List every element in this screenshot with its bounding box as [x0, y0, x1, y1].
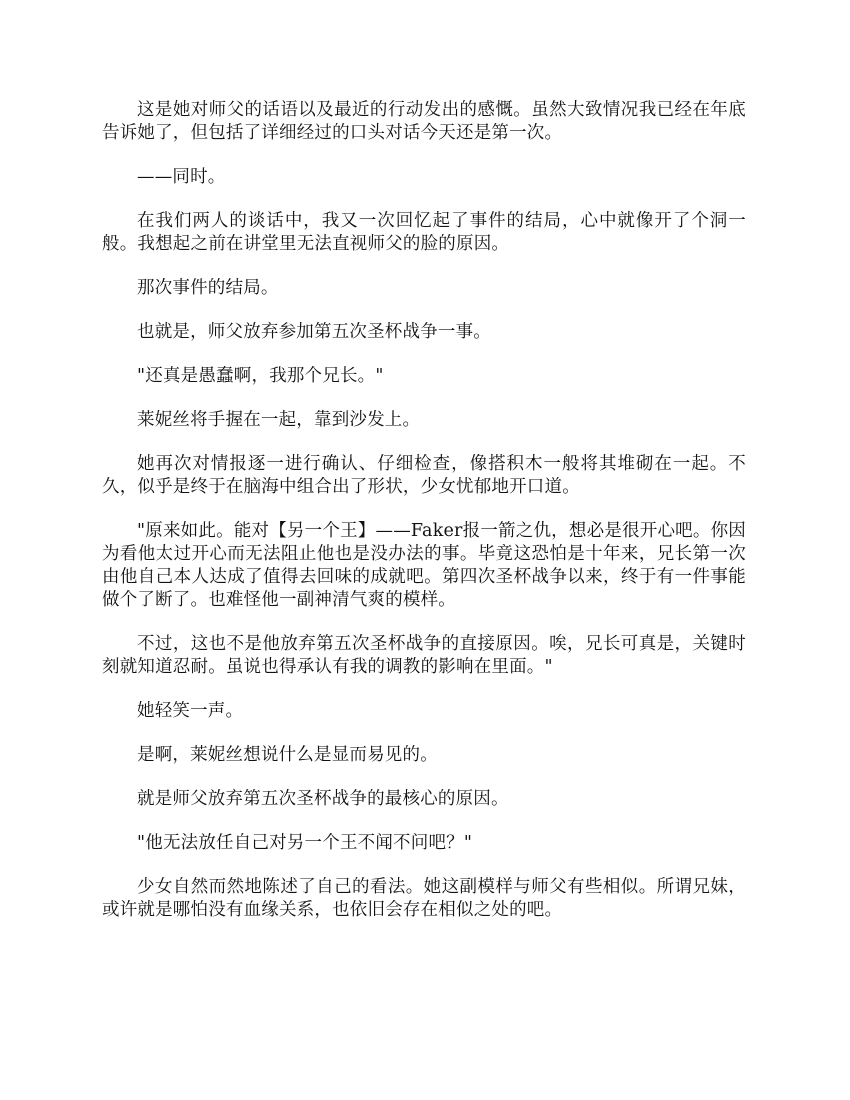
- paragraph-2: ——同时。: [137, 167, 226, 187]
- paragraph-10: 不过，这也不是他放弃第五次圣杯战争的直接原因。唉，兄长可真是，关键时刻就知道忍耐。虽说也得承认有我的调教的影响在里面。": [102, 634, 746, 677]
- paragraph-12: 是啊，莱妮丝想说什么是显而易见的。: [137, 745, 438, 765]
- paragraph-13: 就是师父放弃第五次圣杯战争的最核心的原因。: [137, 789, 509, 809]
- paragraph-11: 她轻笑一声。: [137, 701, 244, 721]
- paragraph-1: 这是她对师父的话语以及最近的行动发出的感慨。虽然大致情况我已经在年底告诉她了，但包括了详细经过的口头对话今天还是第一次。: [102, 100, 746, 143]
- paragraph-4: 那次事件的结局。: [137, 278, 279, 298]
- paragraph-14: "他无法放任自己对另一个王不闻不问吧？": [137, 833, 473, 853]
- paragraph-5: 也就是，师父放弃参加第五次圣杯战争一事。: [137, 322, 491, 342]
- paragraph-6: "还真是愚蠢啊，我那个兄长。": [137, 366, 384, 386]
- paragraph-8: 她再次对情报逐一进行确认、仔细检查，像搭积木一般将其堆砌在一起。不久，似乎是终于在脑海中组合出了形状，少女忧郁地开口道。: [102, 454, 746, 497]
- document-page: [102, 99, 746, 943]
- paragraph-15: 少女自然而然地陈述了自己的看法。她这副模样与师父有些相似。所谓兄妹，或许就是哪怕没有血缘关系，也依旧会存在相似之处的吧。: [102, 877, 746, 920]
- paragraph-3: 在我们两人的谈话中，我又一次回忆起了事件的结局，心中就像开了个洞一般。我想起之前在讲堂里无法直视师父的脸的原因。: [102, 211, 746, 254]
- paragraph-7: 莱妮丝将手握在一起，靠到沙发上。: [137, 410, 421, 430]
- paragraph-9: "原来如此。能对【另一个王】——Faker报一箭之仇，想必是很开心吧。你因为看他太过开心而无法阻止他也是没办法的事。毕竟这恐怕是十年来，兄长第一次由他自己本人达成了值得去回味的成就吧。第四次圣杯战争以来，终于有一件事能做个了断了。也难怪他一副神清气爽的模样。: [102, 521, 746, 610]
